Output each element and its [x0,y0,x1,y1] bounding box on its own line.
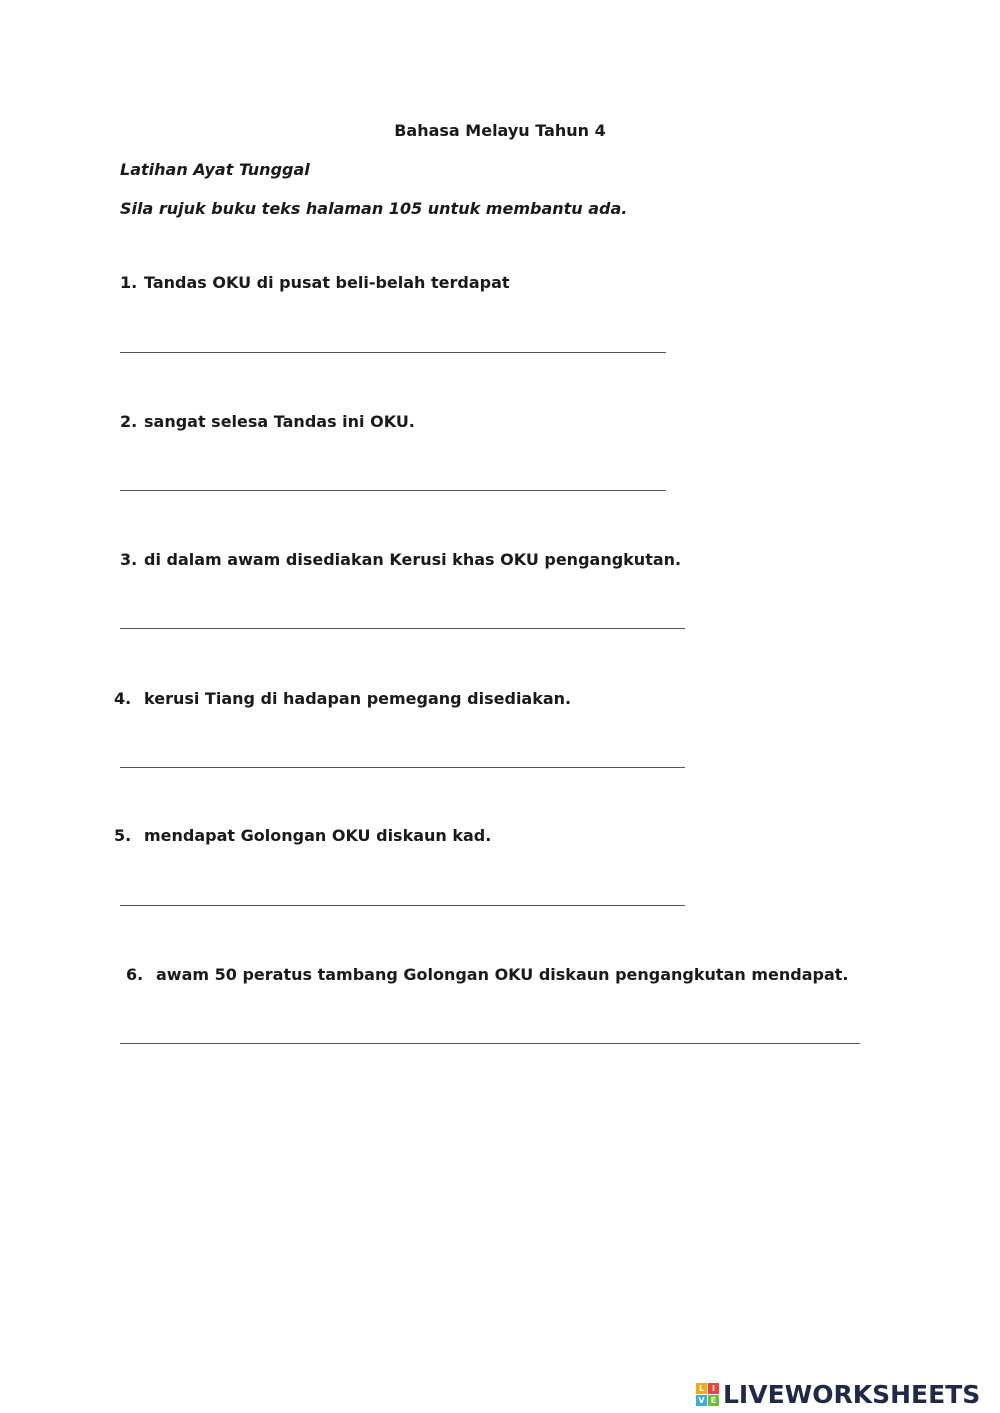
logo-tile: E [708,1395,719,1406]
logo-mark-icon [696,1383,719,1406]
answer-line-6[interactable] [120,1043,860,1044]
answer-line-1[interactable] [120,352,666,353]
question-text: kerusi Tiang di hadapan pemegang disediakan. [144,689,572,708]
question-text: Tandas OKU di pusat beli-belah terdapat [144,273,510,292]
logo-tile: L [696,1383,707,1394]
logo-tile: I [708,1383,719,1394]
answer-line-4[interactable] [120,767,685,768]
section-title: Latihan Ayat Tunggal [120,160,310,179]
question-4 [114,689,571,708]
question-number: 6. [126,965,144,984]
question-text: di dalam awam disediakan Kerusi khas OKU pengangkutan. [144,550,682,569]
question-2 [120,412,415,431]
question-text: awam 50 peratus tambang Golongan OKU diskaun pengangkutan mendapat. [156,965,849,984]
question-number: 3. [120,550,138,569]
question-number: 2. [120,412,138,431]
question-5 [114,826,491,845]
question-3 [120,550,681,569]
answer-line-2[interactable] [120,490,666,491]
question-number: 5. [114,826,132,845]
question-number: 1. [120,273,138,292]
question-text: sangat selesa Tandas ini OKU. [144,412,415,431]
question-6 [126,965,848,984]
question-1 [120,273,510,292]
answer-line-5[interactable] [120,905,685,906]
logo-tile: V [696,1395,707,1406]
liveworksheets-logo[interactable] [696,1378,980,1410]
instruction-text: Sila rujuk buku teks halaman 105 untuk membantu ada. [120,199,628,218]
logo-text: LIVEWORKSHEETS [723,1379,981,1409]
question-text: mendapat Golongan OKU diskaun kad. [144,826,492,845]
answer-line-3[interactable] [120,628,685,629]
page-title: Bahasa Melayu Tahun 4 [394,121,606,140]
question-number: 4. [114,689,132,708]
